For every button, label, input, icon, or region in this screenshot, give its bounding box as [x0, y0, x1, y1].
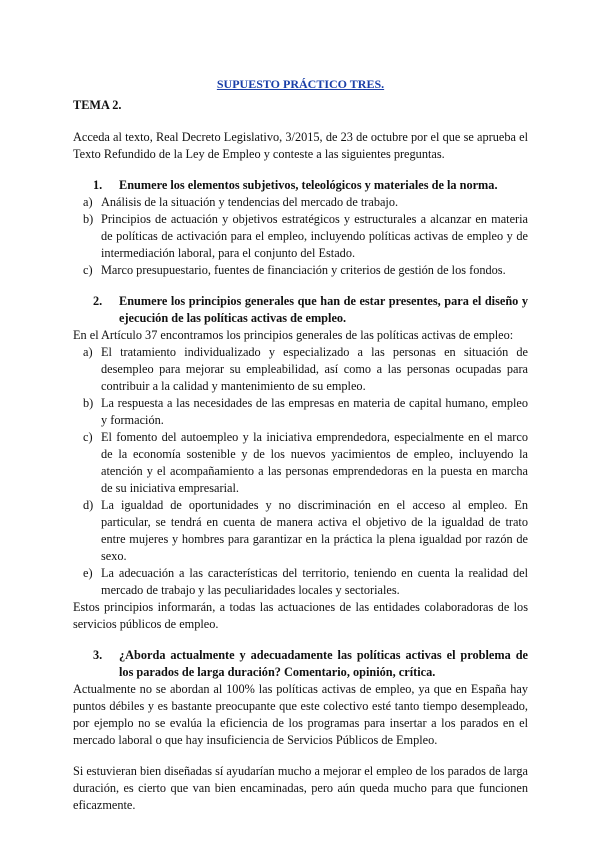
question-text: Enumere los elementos subjetivos, teleológicos y materiales de la norma.: [119, 178, 498, 192]
answer-paragraph: Si estuvieran bien diseñadas sí ayudarían mucho a mejorar el empleo de los parados de larga duración, es cierto que van bien encaminadas, pero aún queda mucho para que funcionen eficazmente.: [73, 764, 528, 812]
list-item-text: La respuesta a las necesidades de las empresas en materia de capital humano, empleo y formación.: [101, 396, 528, 427]
list-item-text: La adecuación a las características del territorio, teniendo en cuenta la realidad del mercado de trabajo y las peculiaridades locales y sectoriales.: [101, 566, 528, 597]
question-3: [73, 647, 528, 681]
question-text: Enumere los principios generales que han de estar presentes, para el diseño y ejecución de las políticas activas de empleo.: [119, 294, 528, 325]
list-item-text: El tratamiento individualizado y especializado a las personas en situación de desempleo para mejorar su empleabilidad, así como a las personas ocupadas para contribuir a la calidad y mantenimiento de su empleo.: [101, 345, 528, 393]
list-item: [73, 194, 528, 211]
question-2: [73, 293, 528, 327]
list-item-letter: b): [83, 396, 94, 410]
list-item-text: Principios de actuación y objetivos estratégicos y estructurales a alcanzar en materia de políticas de activación para el empleo, incluyendo políticas activas de empleo y de intermediación laboral, para el conjunto del Estado.: [101, 212, 528, 260]
list-item-text: El fomento del autoempleo y la iniciativa emprendedora, especialmente en el marco de la economía sostenible y de los nuevos yacimientos de empleo, incluyendo la atención y el acompañamiento a las personas emprendedoras en la puesta en marcha de su iniciativa empresarial.: [101, 430, 528, 495]
list-item: [73, 429, 528, 497]
question-1: [73, 177, 528, 194]
list-item-letter: a): [83, 345, 93, 359]
list-item-text: Análisis de la situación y tendencias del mercado de trabajo.: [101, 195, 399, 209]
list-item: [73, 344, 528, 395]
answer-lead: En el Artículo 37 encontramos los principios generales de las políticas activas de empleo:: [73, 328, 514, 342]
answer-paragraph: Actualmente no se abordan al 100% las políticas activas de empleo, ya que en España hay puntos débiles y es bastante preocupante que este colectivo esté tanto tiempo desempleado, por ejemplo no se evalúa la eficiencia de los programas para insertar a los parados en el mercado laboral o que hay insuficiencia de Servicios Públicos de Empleo.: [73, 682, 528, 747]
question-text: ¿Aborda actualmente y adecuadamente las políticas activas el problema de los parados de larga duración? Comentario, opinión, crítica.: [119, 648, 528, 679]
paragraph-spacer: [73, 749, 528, 763]
document-title: SUPUESTO PRÁCTICO TRES.: [216, 77, 385, 91]
list-item-letter: e): [83, 566, 93, 580]
question-number: 1.: [93, 178, 103, 192]
question-number: 2.: [93, 294, 103, 308]
list-item-letter: a): [83, 195, 93, 209]
intro-paragraph: Acceda al texto, Real Decreto Legislativo, 3/2015, de 23 de octubre por el que se aprueba el Texto Refundido de la Ley de Empleo y conteste a las siguientes preguntas.: [73, 130, 528, 161]
list-item-letter: b): [83, 212, 94, 226]
list-item-letter: c): [83, 430, 93, 444]
list-item-text: Marco presupuestario, fuentes de financiación y criterios de gestión de los fondos.: [101, 263, 506, 277]
list-item: [73, 211, 528, 262]
list-item: [73, 565, 528, 599]
list-item-letter: d): [83, 498, 94, 512]
list-item-letter: c): [83, 263, 93, 277]
list-item: [73, 262, 528, 279]
topic-heading: TEMA 2.: [73, 98, 122, 112]
list-item: [73, 395, 528, 429]
list-item-text: La igualdad de oportunidades y no discriminación en el acceso al empleo. En particular, se tendrá en cuenta de manera activa el objetivo de la igualdad de trato entre mujeres y hombres para garantizar en la práctica la plena igualdad por razón de sexo.: [101, 498, 528, 563]
question-number: 3.: [93, 648, 103, 662]
list-item: [73, 497, 528, 565]
closing-paragraph: Estos principios informarán, a todas las actuaciones de las entidades colaboradoras de los servicios públicos de empleo.: [73, 600, 528, 631]
